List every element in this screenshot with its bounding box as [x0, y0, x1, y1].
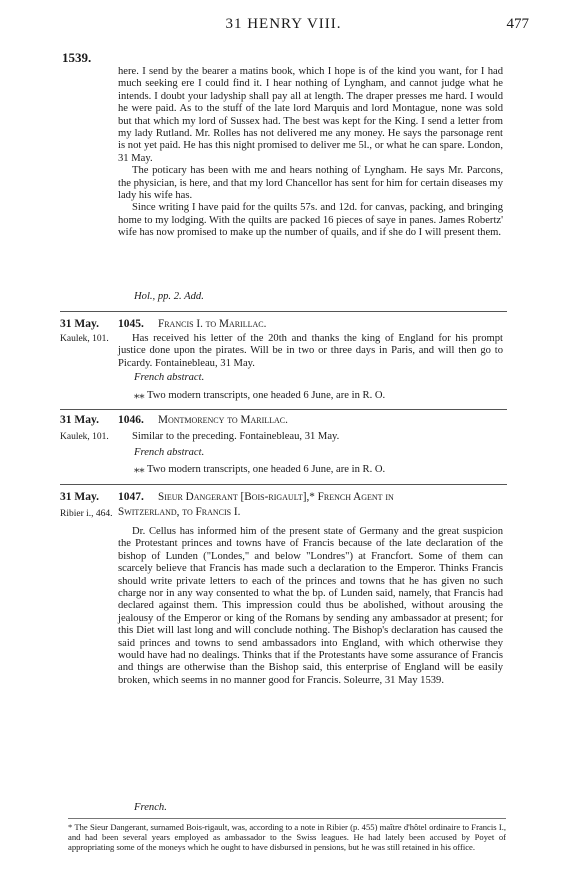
entry-meta: French abstract. — [134, 447, 205, 458]
entry-body — [118, 333, 503, 370]
running-header — [0, 16, 567, 36]
letter-paragraph-3: Since writing I have paid for the quilts 57s. and 12d. for canvas, packing, and bringing home to my lodging. With the quilts are packed 16 pieces of saye in panes. James Robertz' wife has now promised to make up the number of quails, and if she do I will present them. — [118, 202, 503, 239]
footnote: * The Sieur Dangerant, surnamed Bois-rigault, was, according to a note in Ribier (p. 455) maître d'hôtel ordinaire to Francis I., and had been several years employed as ambassador to the Swiss leagues. He had lately been accused by Poyet of appropriating some of the moneys which he ought to have disbursed in pensions, but he was still retained in his office. — [68, 822, 506, 852]
entry-date: 31 May. — [60, 414, 99, 426]
letter-meta: Hol., pp. 2. Add. — [134, 291, 204, 302]
entry-meta: French abstract. — [134, 372, 205, 383]
entry-text: Has received his letter of the 20th and thanks the king of England for his prompt justice done upon the pirates. Will be in two or three days in Paris, and will then go to Picardy. Fontainebleau, 31 May. — [118, 333, 503, 369]
entry-source-ref: Kaulek, 101. — [60, 432, 109, 442]
entry-note: ⁎⁎ Two modern transcripts, one headed 6 June, are in R. O. — [134, 390, 386, 401]
divider — [60, 484, 507, 485]
entry-meta: French. — [134, 802, 167, 813]
entry-text: Similar to the preceding. Fontainebleau, 31 May. — [132, 431, 340, 442]
divider — [60, 311, 507, 312]
entry-source-ref: Ribier i., 464. — [60, 509, 113, 519]
entry-date: 31 May. — [60, 491, 99, 503]
entry-number: 1047. — [118, 491, 144, 503]
entry-title: Montmorency to Marillac. — [158, 414, 288, 426]
footnote-divider — [68, 818, 506, 819]
entry-body — [118, 526, 503, 687]
entry-date: 31 May. — [60, 318, 99, 330]
entry-title-line-1: Sieur Dangerant [Bois-rigault],* French Agent in — [158, 491, 394, 503]
header-title: 31 HENRY VIII. — [225, 16, 342, 32]
letter-paragraph-2: The poticary has been with me and hears nothing of Lyngham. He says Mr. Parcons, the physician, is here, and that my lord Chancellor has sent for him for certain diseases my lady his wife has. — [118, 165, 503, 202]
entry-source-ref: Kaulek, 101. — [60, 334, 109, 344]
entry-body — [118, 431, 503, 443]
margin-year: 1539. — [62, 50, 92, 65]
entry-title-line-2: Switzerland, to Francis I. — [118, 506, 241, 518]
letter-continuation — [118, 66, 503, 240]
page-number: 477 — [506, 16, 529, 32]
entry-number: 1046. — [118, 414, 144, 426]
entry-number: 1045. — [118, 318, 144, 330]
entry-note: ⁎⁎ Two modern transcripts, one headed 6 June, are in R. O. — [134, 464, 386, 475]
letter-paragraph-1: here. I send by the bearer a matins book, which I hope is of the kind you want, for I had much seeking ere I could find it. I hear nothing of Lyngham, and cannot judge what he intends. I doubt your ladyship shall pay all at length. The draper presses me hard. I would he were paid. As to the stuff of the late lord Marquis and lord Montague, none was sold but that which my lord of Sussex had. The best was kept for the King. I send a letter from my lady Rutland. Mr. Rolles has not delivered me any money. He says the parsonage rent is not yet paid. He has this night promised to deliver me 5l., or what he can spare. London, 31 May. — [118, 66, 503, 164]
entry-title: Francis I. to Marillac. — [158, 318, 267, 330]
divider — [60, 409, 507, 410]
entry-text: Dr. Cellus has informed him of the present state of Germany and the great suspicion the Protestant princes and towns have of Francis because of the late declaration of the bishop of Lunden ("Londes," and below "Londres") at Francfort. Some of them can scarcely believe that Francis has made such a declaration to the Emperor. Thinks Francis should write private letters to each of the princes and towns that he has given no such charge nor in any way consented to what the bp. of Lunden said, namely, that Francis had declared against them. This impression could thus be abolished, without arousing the jealousy of the Emperor or king of the Romans by sending any ambassador at present; for this Diet will last long and will conclude nothing. The Bishop's declaration has caused the said princes and towns to send ambassadors into England, with which otherwise they would have had no dealings. Thinks that if the Protestants have some assurance of Francis and things are otherwise than the Bishop said, this enterprise of England will be easily broken, which seems in no manner good for Francis. Soleurre, 31 May 1539. — [118, 526, 503, 686]
